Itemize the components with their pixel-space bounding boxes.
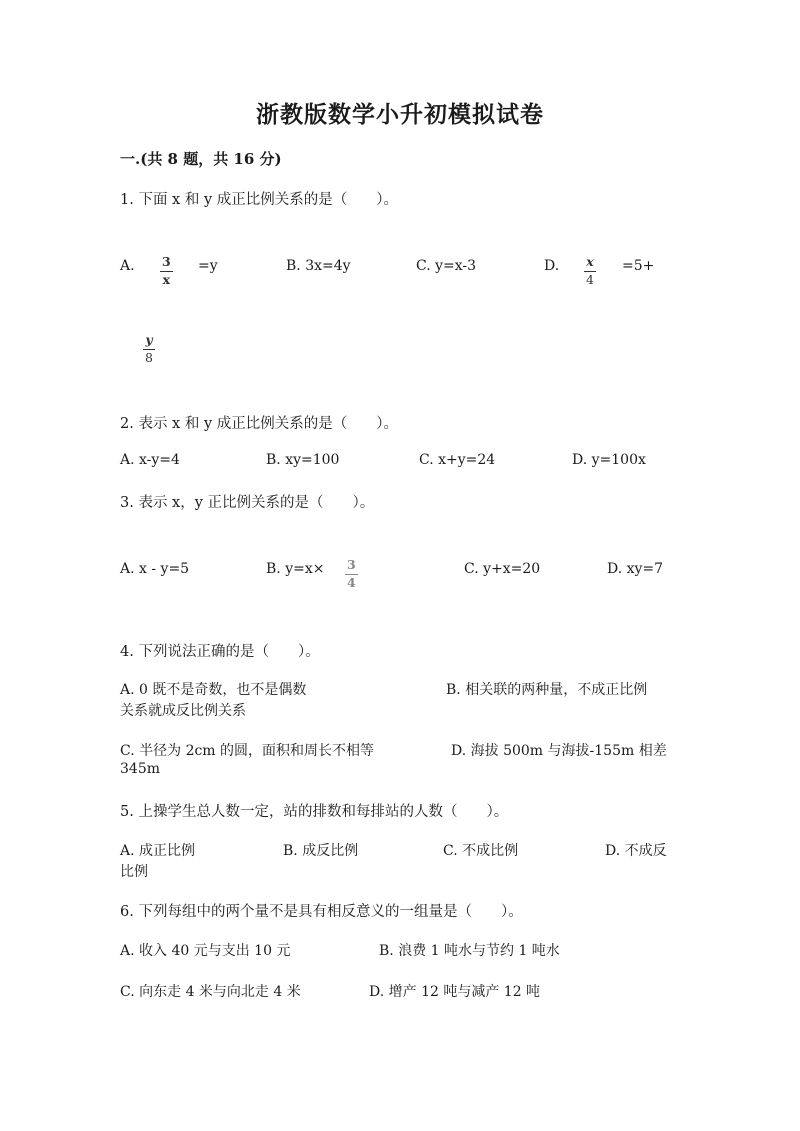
q3-option-b: B. y=x× — [266, 561, 325, 577]
q1-option-a-rest: =y — [198, 258, 218, 274]
fraction-denominator: x — [162, 271, 171, 287]
question-5-stem: 5. 上操学生总人数一定，站的排数和每排站的人数（ ）。 — [120, 804, 509, 820]
question-6-stem: 6. 下列每组中的两个量不是具有相反意义的一组量是（ ）。 — [120, 904, 523, 920]
q1-option-d-fraction — [584, 251, 596, 286]
q2-option-a: A. x-y=4 — [120, 452, 180, 468]
fraction-denominator: 4 — [586, 271, 594, 287]
page-title: 浙教版数学小升初模拟试卷 — [256, 101, 544, 128]
q1-option-d-label: D. — [544, 258, 560, 274]
question-3-stem: 3. 表示 x，y 正比例关系的是（ ）。 — [120, 495, 375, 511]
q5-option-b: B. 成反比例 — [283, 843, 359, 859]
q1-option-b: B. 3x=4y — [286, 258, 351, 274]
q5-option-c: C. 不成比例 — [443, 843, 519, 859]
question-4-stem: 4. 下列说法正确的是（ ）。 — [120, 644, 320, 660]
q3-option-d: D. xy=7 — [607, 561, 664, 577]
q3-option-c: C. y+x=20 — [464, 561, 541, 577]
q1-option-c: C. y=x-3 — [416, 258, 477, 274]
question-2-stem: 2. 表示 x 和 y 成正比例关系的是（ ）。 — [120, 416, 398, 432]
fraction-denominator: 8 — [145, 349, 153, 365]
fraction-numerator: 3 — [160, 256, 173, 272]
fraction-numerator: x — [584, 256, 595, 272]
section-heading: 一.(共 8 题，共 16 分) — [120, 150, 282, 168]
q2-option-c: C. x+y=24 — [419, 452, 496, 468]
q1-option-a-fraction — [160, 251, 173, 286]
q2-option-b: B. xy=100 — [266, 452, 340, 468]
q4-option-b-line2: 关系就成反比例关系 — [120, 703, 246, 719]
q4-option-a: A. 0 既不是奇数，也不是偶数 — [120, 682, 307, 698]
q5-option-d-line1: D. 不成反 — [605, 843, 667, 859]
q6-option-a: A. 收入 40 元与支出 10 元 — [120, 943, 291, 959]
q2-option-d: D. y=100x — [572, 452, 646, 468]
q4-option-c: C. 半径为 2cm 的圆，面积和周长不相等 — [120, 743, 375, 759]
q5-option-d-line2: 比例 — [120, 864, 148, 880]
q3-option-b-fraction — [345, 554, 358, 589]
q5-option-a: A. 成正比例 — [120, 843, 196, 859]
q3-option-a: A. x - y=5 — [120, 561, 190, 577]
fraction-numerator: y — [143, 334, 154, 350]
question-1-stem: 1. 下面 x 和 y 成正比例关系的是（ ）。 — [120, 192, 398, 208]
q1-option-d-rest: =5+ — [622, 258, 655, 274]
q1-option-a-label: A. — [120, 258, 135, 274]
fraction-denominator: 4 — [347, 574, 356, 590]
fraction-numerator: 3 — [345, 559, 358, 575]
q6-option-d: D. 增产 12 吨与减产 12 吨 — [369, 984, 541, 1000]
q1-option-d-fraction-2 — [143, 329, 155, 364]
q6-option-b: B. 浪费 1 吨水与节约 1 吨水 — [379, 943, 560, 959]
q6-option-c: C. 向东走 4 米与向北走 4 米 — [120, 984, 301, 1000]
q4-option-b-line1: B. 相关联的两种量，不成正比例 — [446, 682, 648, 698]
q4-option-d-line1: D. 海拔 500m 与海拔-155m 相差 — [451, 743, 667, 759]
q4-option-d-line2: 345m — [120, 761, 160, 777]
